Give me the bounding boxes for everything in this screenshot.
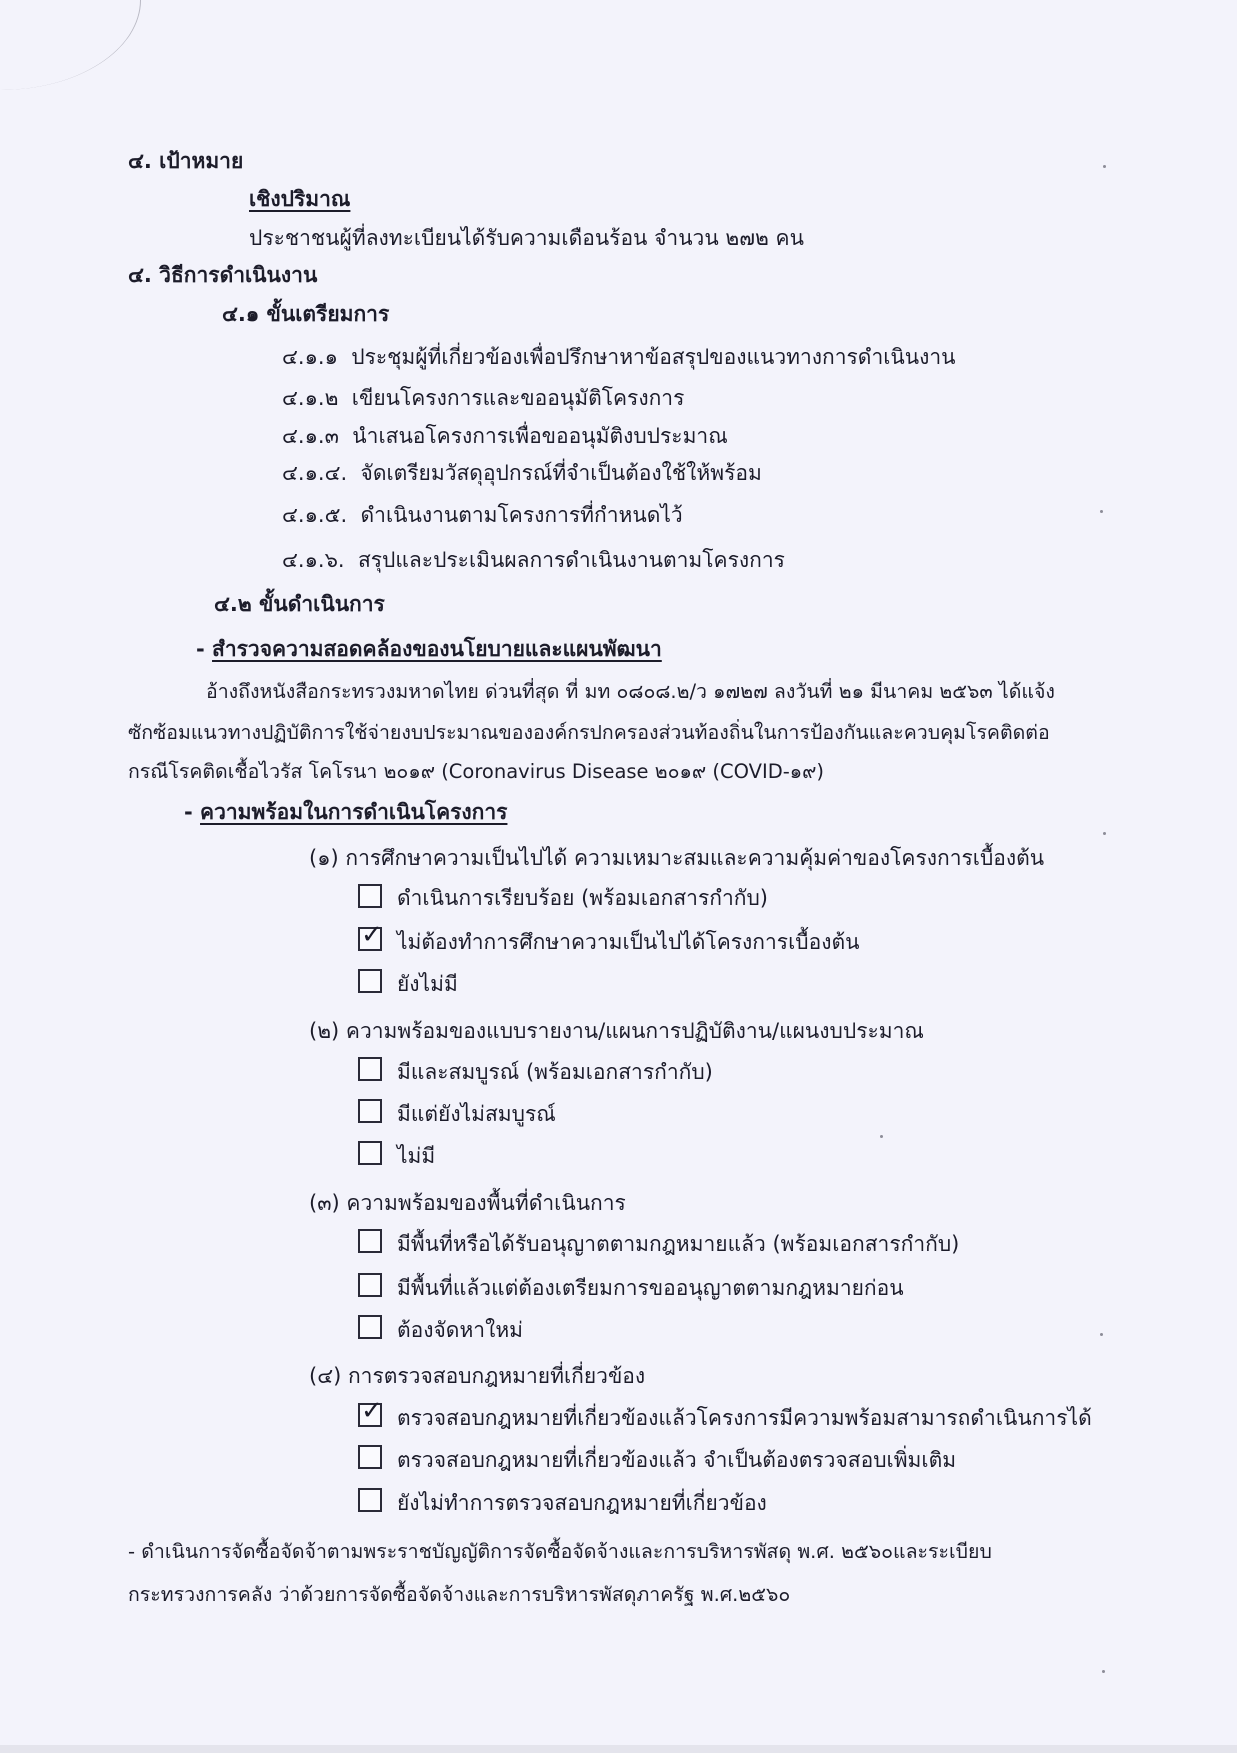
prep-step-3 [282,421,728,451]
checkbox-option-label: ไม่มี [397,1144,436,1168]
prep-step-6 [282,545,785,575]
readiness-group-2-label: (๒) ความพร้อมของแบบรายงาน/แผนการปฏิบัติงาน/แผนงบประมาณ [309,1019,924,1043]
scan-speck [1103,165,1106,168]
readiness-group-3-label: (๓) ความพร้อมของพื้นที่ดำเนินการ [309,1191,626,1215]
prep-step-4 [282,458,762,488]
checkbox[interactable] [358,1396,383,1427]
checkmark: ✓ [361,920,383,950]
checkbox[interactable] [358,1315,382,1339]
checkbox[interactable] [358,1099,382,1123]
prep-step-number: ๔.๑.๓ [282,424,339,448]
survey-heading: สำรวจความสอดคล้องของนโยบายและแผนพัฒนา [212,637,662,661]
readiness-heading: ความพร้อมในการดำเนินโครงการ [200,800,508,824]
checkbox[interactable] [358,1141,382,1165]
checkbox-option-label: ยังไม่มี [397,972,458,996]
scan-speck [880,1135,883,1138]
prep-step-text: สรุปและประเมินผลการดำเนินงานตามโครงการ [357,548,785,572]
method-heading: ๔. วิธีการดำเนินงาน [128,263,318,287]
checkbox-option-label: ยังไม่ทำการตรวจสอบกฎหมายที่เกี่ยวข้อง [397,1491,767,1515]
procurement-line-1: - ดำเนินการจัดซื้อจัดจ้าตามพระราชบัญญัติการจัดซื้อจัดจ้างและการบริหารพัสดุ พ.ศ. ๒๕๖๐และระเบียบ [128,1540,992,1563]
checkbox[interactable] [358,884,382,908]
prep-step-number: ๔.๑.๖. [282,548,345,572]
prep-step-5 [282,500,683,530]
prep-heading: ๔.๑ ขั้นเตรียมการ [222,302,390,326]
prep-step-text: เขียนโครงการและขออนุมัติโครงการ [351,386,685,410]
dash-bullet: - [196,637,213,661]
page-fold-mark [0,0,141,90]
checkbox[interactable] [358,1445,382,1469]
checkbox-option-label: มีแต่ยังไม่สมบูรณ์ [397,1102,556,1126]
target-heading: ๔. เป้าหมาย [128,149,244,173]
checkbox-option-label: ต้องจัดหาใหม่ [397,1318,524,1342]
survey-line-1: อ้างถึงหนังสือกระทรวงมหาดไทย ด่วนที่สุด ที่ มท ๐๘๐๘.๒/ว ๑๗๒๗ ลงวันที่ ๒๑ มีนาคม ๒๕๖๓ ได้แจ้ง [206,680,1055,703]
survey-heading-line [196,634,662,664]
readiness-heading-line [184,797,507,827]
prep-step-number: ๔.๑.๔. [282,461,348,485]
checkbox-option-label: ตรวจสอบกฎหมายที่เกี่ยวข้องแล้วโครงการมีความพร้อมสามารถดำเนินการได้ [397,1406,1092,1430]
checkbox[interactable] [358,1273,382,1297]
checkbox[interactable] [358,969,382,993]
checkbox-option-label: ตรวจสอบกฎหมายที่เกี่ยวข้องแล้ว จำเป็นต้องตรวจสอบเพิ่มเติม [397,1448,957,1472]
checkbox[interactable] [358,1229,382,1253]
procurement-line-2: กระทรวงการคลัง ว่าด้วยการจัดซื้อจัดจ้างและการบริหารพัสดุภาครัฐ พ.ศ.๒๕๖๐ [128,1583,791,1606]
scan-speck [1102,1670,1105,1673]
prep-step-text: จัดเตรียมวัสดุอุปกรณ์ที่จำเป็นต้องใช้ให้พร้อม [360,461,762,485]
quantity-text: ประชาชนผู้ที่ลงทะเบียนได้รับความเดือนร้อน จำนวน ๒๗๒ คน [249,226,804,250]
prep-step-1 [282,342,956,372]
survey-line-3: กรณีโรคติดเชื้อไวรัส โคโรนา ๒๐๑๙ (Coronavirus Disease ๒๐๑๙ (COVID-๑๙) [128,760,825,783]
readiness-group-1-label: (๑) การศึกษาความเป็นไปได้ ความเหมาะสมและความคุ้มค่าของโครงการเบื้องต้น [309,846,1045,870]
scan-speck [1103,832,1106,835]
prep-step-number: ๔.๑.๒ [282,386,339,410]
prep-step-text: ประชุมผู้ที่เกี่ยวข้องเพื่อปรึกษาหาข้อสรุปของแนวทางการดำเนินงาน [351,345,956,369]
checkbox-option-label: มีพื้นที่แล้วแต่ต้องเตรียมการขออนุญาตตามกฎหมายก่อน [397,1276,904,1300]
prep-step-text: นำเสนอโครงการเพื่อขออนุมัติงบประมาณ [352,424,728,448]
scan-bottom-edge [0,1745,1237,1753]
scan-speck [1100,1333,1103,1336]
checkbox-option-label: มีและสมบูรณ์ (พร้อมเอกสารกำกับ) [397,1060,713,1084]
readiness-group-4-label: (๔) การตรวจสอบกฎหมายที่เกี่ยวข้อง [309,1364,646,1388]
quantity-subheading: เชิงปริมาณ [249,187,351,211]
survey-line-2: ซักซ้อมแนวทางปฏิบัติการใช้จ่ายงบประมาณขององค์กรปกครองส่วนท้องถิ่นในการป้องกันและควบคุมโรคติดต่อ [128,721,1050,744]
scan-speck [1100,510,1103,513]
prep-step-number: ๔.๑.๑ [282,345,338,369]
checkbox[interactable] [358,920,383,951]
checkbox-option-label: ดำเนินการเรียบร้อย (พร้อมเอกสารกำกับ) [397,886,768,910]
execution-heading: ๔.๒ ขั้นดำเนินการ [214,592,385,616]
checkmark: ✓ [361,1396,383,1426]
checkbox-option-label: ไม่ต้องทำการศึกษาความเป็นไปได้โครงการเบื้องต้น [397,930,860,954]
checkbox[interactable] [358,1488,382,1512]
dash-bullet: - [184,800,201,824]
prep-step-number: ๔.๑.๕. [282,503,348,527]
prep-step-text: ดำเนินงานตามโครงการที่กำหนดไว้ [360,503,683,527]
checkbox-option-label: มีพื้นที่หรือได้รับอนุญาตตามกฎหมายแล้ว (พร้อมเอกสารกำกับ) [397,1232,960,1256]
prep-step-2 [282,383,684,413]
checkbox[interactable] [358,1057,382,1081]
